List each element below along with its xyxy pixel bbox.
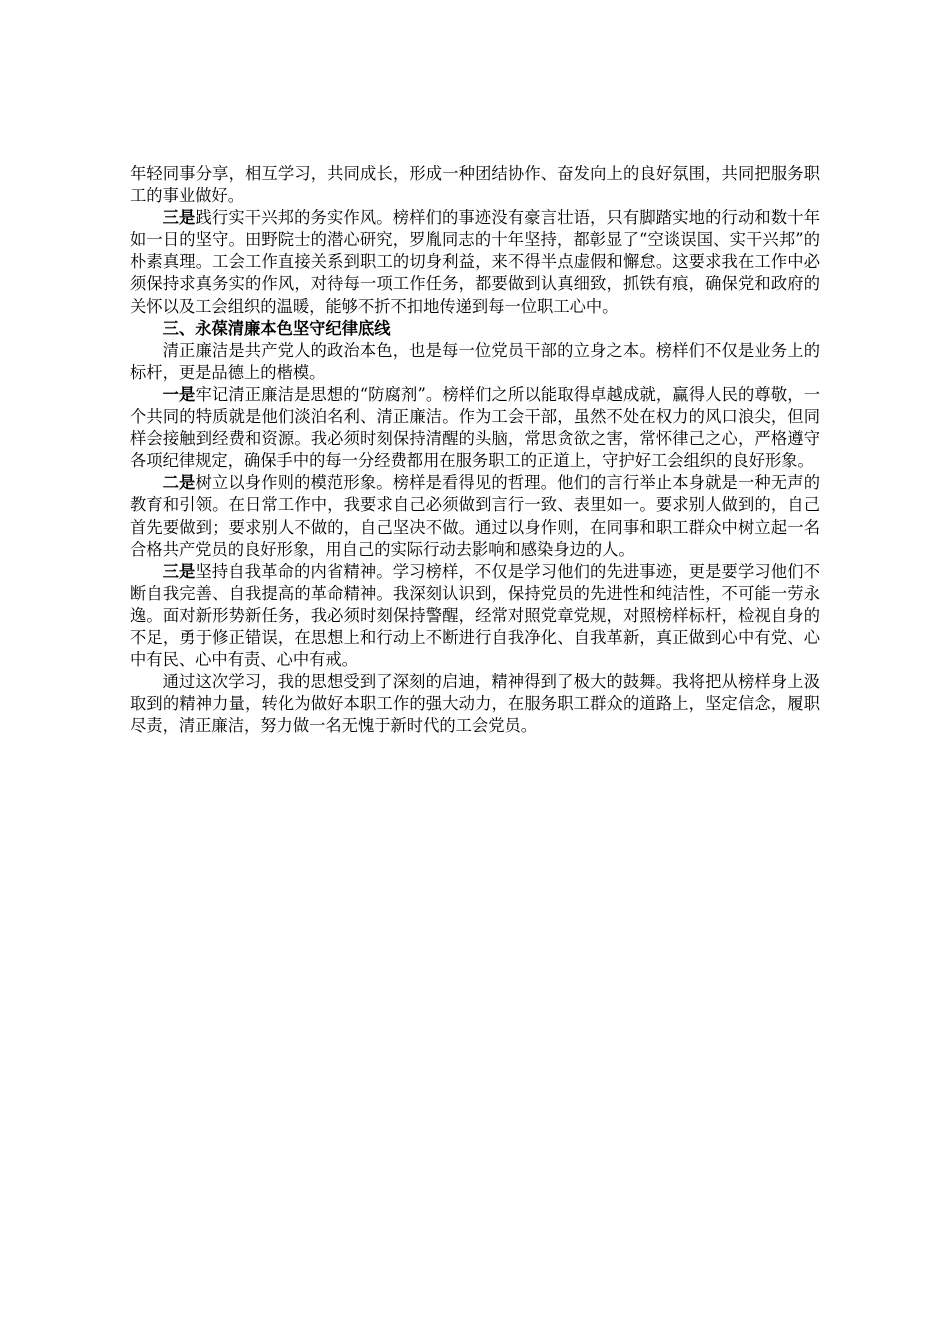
paragraph-section3-item1 [130,384,820,472]
paragraph-section3-item3 [130,561,820,671]
paragraph-lead: 三是 [162,561,196,581]
paragraph-body: 践行实干兴邦的务实作风。榜样们的事迹没有豪言壮语，只有脚踏实地的行动和数十年如一日的坚守。田野院士的潜心研究，罗胤同志的十年坚持，都彰显了“空谈误国、实干兴邦”的朴素真理。工会工作直接关系到职工的切身利益，来不得半点虚假和懈怠。这要求我在工作中必须保持求真务实的作风，对待每一项工作任务，都要做到认真细致，抓铁有痕，确保党和政府的关怀以及工会组织的温暖，能够不折不扣地传递到每一位职工心中。 [130,208,820,316]
document-page [130,163,820,737]
paragraph-lead: 一是 [162,384,196,404]
paragraph-body: 牢记清正廉洁是思想的“防腐剂”。榜样们之所以能取得卓越成就，赢得人民的尊敬，一个共同的特质就是他们淡泊名利、清正廉洁。作为工会干部，虽然不处在权力的风口浪尖，但同样会接触到经费和资源。我必须时刻保持清醒的头脑，常思贪欲之害，常怀律己之心，严格遵守各项纪律规定，确保手中的每一分经费都用在服务职工的正道上，守护好工会组织的良好形象。 [130,384,820,471]
paragraph-body: 坚持自我革命的内省精神。学习榜样，不仅是学习他们的先进事迹，更是要学习他们不断自我完善、自我提高的革命精神。我深刻认识到，保持党员的先进性和纯洁性，不可能一劳永逸。面对新形势新任务，我必须时刻保持警醒，经常对照党章党规，对照榜样标杆，检视自身的不足，勇于修正错误，在思想上和行动上不断进行自我净化、自我革新，真正做到心中有党、心中有民、心中有责、心中有戒。 [130,561,820,670]
paragraph-body: 树立以身作则的模范形象。榜样是看得见的哲理。他们的言行举止本身就是一种无声的教育和引领。在日常工作中，我要求自己必须做到言行一致、表里如一。要求别人做到的，自己首先要做到；要求别人不做的，自己坚决不做。通过以身作则，在同事和职工群众中树立起一名合格共产党员的良好形象，用自己的实际行动去影响和感染身边的人。 [130,473,820,559]
section3-heading: 三、永葆清廉本色坚守纪律底线 [162,318,391,338]
paragraph-lead: 三是 [162,208,196,228]
paragraph-continuation: 年轻同事分享，相互学习，共同成长，形成一种团结协作、奋发向上的良好氛围，共同把服务职工的事业做好。 [130,164,820,206]
paragraph-conclusion: 通过这次学习，我的思想受到了深刻的启迪，精神得到了极大的鼓舞。我将把从榜样身上汲取到的精神力量，转化为做好本职工作的强大动力，在服务职工群众的道路上，坚定信念，履职尽责，清正廉洁，努力做一名无愧于新时代的工会党员。 [130,672,820,736]
paragraph-section3-item2 [130,472,820,560]
paragraph-section3-intro: 清正廉洁是共产党人的政治本色，也是每一位党员干部的立身之本。榜样们不仅是业务上的标杆，更是品德上的楷模。 [130,340,820,382]
paragraph-lead: 二是 [162,473,196,493]
paragraph-section2-item3 [130,207,820,317]
